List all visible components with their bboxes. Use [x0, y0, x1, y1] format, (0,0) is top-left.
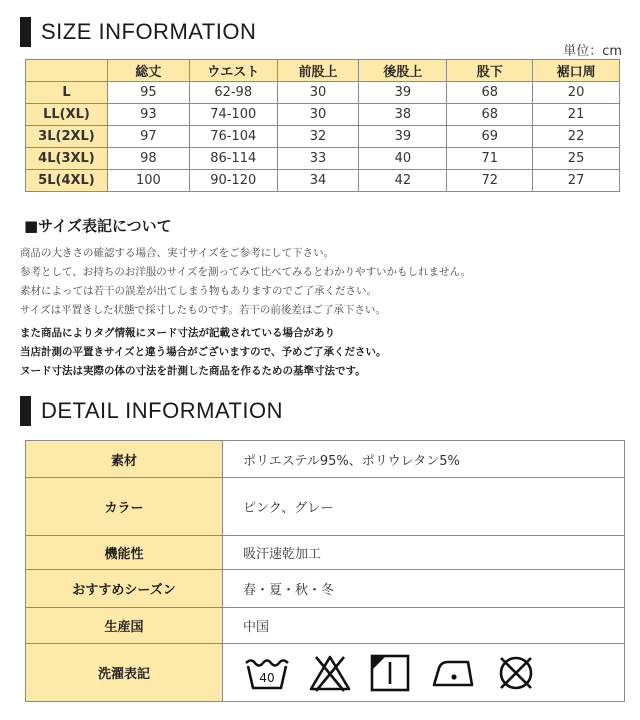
table-cell: 21: [533, 104, 620, 126]
table-cell: 42: [359, 170, 447, 192]
detail-information-title: DETAIL INFORMATION: [41, 398, 284, 423]
detail-label: 生産国: [26, 608, 223, 644]
table-cell: 68: [447, 82, 533, 104]
detail-label: 素材: [26, 441, 223, 478]
table-row: [26, 170, 620, 192]
table-cell: 32: [277, 126, 359, 148]
detail-row-color: [26, 478, 625, 536]
unit-label: 単位：cm: [563, 44, 622, 59]
table-cell: 30: [277, 104, 359, 126]
drip-dry-shade-icon: [369, 653, 411, 693]
table-cell: 72: [447, 170, 533, 192]
detail-value: 中国: [223, 608, 625, 644]
detail-information-header: [20, 396, 283, 426]
table-cell: 30: [277, 82, 359, 104]
table-cell: 71: [447, 148, 533, 170]
size-information-title: SIZE INFORMATION: [41, 19, 257, 44]
table-row: [26, 82, 620, 104]
table-cell: 68: [447, 104, 533, 126]
table-cell: 27: [533, 170, 620, 192]
wash-40-icon: [243, 654, 291, 692]
care-symbols: [243, 653, 624, 693]
table-cell: 98: [107, 148, 189, 170]
no-bleach-icon: [308, 653, 352, 693]
detail-row-care: [26, 644, 625, 702]
note-line-bold: また商品によりタグ情報にヌード寸法が記載されている場合があり: [20, 327, 335, 339]
detail-label: 機能性: [26, 536, 223, 570]
column-header: 総丈: [107, 60, 189, 82]
column-header: 前股上: [277, 60, 359, 82]
header-bar: [20, 17, 31, 47]
size-label: 3L(2XL): [26, 126, 108, 148]
nude-size-notes: [20, 324, 386, 381]
detail-row-function: [26, 536, 625, 570]
table-cell: 39: [359, 126, 447, 148]
size-label: 4L(3XL): [26, 148, 108, 170]
table-row: [26, 104, 620, 126]
table-cell: 93: [107, 104, 189, 126]
table-cell: 40: [359, 148, 447, 170]
table-cell: 25: [533, 148, 620, 170]
size-label: LL(XL): [26, 104, 108, 126]
table-cell: 22: [533, 126, 620, 148]
table-cell: 34: [277, 170, 359, 192]
detail-value: ピンク、グレー: [223, 478, 625, 536]
table-cell: 38: [359, 104, 447, 126]
size-table: [25, 59, 620, 192]
detail-value: 春・夏・秋・冬: [223, 570, 625, 608]
detail-row-country: [26, 608, 625, 644]
column-header: [26, 60, 108, 82]
table-cell: 20: [533, 82, 620, 104]
detail-row-season: [26, 570, 625, 608]
column-header: ウエスト: [189, 60, 277, 82]
size-table-header-row: [26, 60, 620, 82]
size-information-header: [20, 17, 256, 47]
note-line: 素材によっては若干の誤差が出てしまう物もありますのでご了承ください。: [20, 285, 377, 297]
table-cell: 76-104: [189, 126, 277, 148]
size-label: 5L(4XL): [26, 170, 108, 192]
no-dry-clean-icon: [495, 653, 537, 693]
table-cell: 62-98: [189, 82, 277, 104]
detail-label: おすすめシーズン: [26, 570, 223, 608]
table-cell: 69: [447, 126, 533, 148]
detail-value: ポリエステル95%、ポリウレタン5%: [223, 441, 625, 478]
table-cell: 39: [359, 82, 447, 104]
table-cell: 97: [107, 126, 189, 148]
detail-table: [25, 440, 625, 702]
table-cell: 74-100: [189, 104, 277, 126]
column-header: 股下: [447, 60, 533, 82]
note-line-bold: ヌード寸法は実際の体の寸法を計測した商品を作るための基準寸法です。: [20, 365, 366, 377]
column-header: 裾口周: [533, 60, 620, 82]
header-bar: [20, 396, 31, 426]
table-cell: 95: [107, 82, 189, 104]
note-line: サイズは平置きした状態で採寸したものです。若干の前後差はご了承下さい。: [20, 304, 386, 316]
table-cell: 33: [277, 148, 359, 170]
table-row: [26, 126, 620, 148]
iron-low-icon: [428, 653, 478, 693]
size-notes-title: ■サイズ表記について: [24, 217, 172, 235]
note-line-bold: 当店計測の平置きサイズと違う場合がございますので、予めご了承ください。: [20, 346, 387, 358]
table-cell: 100: [107, 170, 189, 192]
size-notes: [20, 244, 471, 320]
detail-value-care: [223, 644, 625, 702]
detail-label: カラー: [26, 478, 223, 536]
column-header: 後股上: [359, 60, 447, 82]
table-row: [26, 148, 620, 170]
detail-row-material: [26, 441, 625, 478]
note-line: 参考として、お持ちのお洋服のサイズを測ってみて比べてみるとわかりやすいかもしれません。: [20, 266, 472, 278]
table-cell: 86-114: [189, 148, 277, 170]
note-line: 商品の大きさの確認する場合、実寸サイズをご参考にして下さい。: [20, 247, 335, 259]
detail-value: 吸汗速乾加工: [223, 536, 625, 570]
wash-temp: 40: [259, 670, 275, 685]
size-label: L: [26, 82, 108, 104]
detail-label: 洗濯表記: [26, 644, 223, 702]
table-cell: 90-120: [189, 170, 277, 192]
